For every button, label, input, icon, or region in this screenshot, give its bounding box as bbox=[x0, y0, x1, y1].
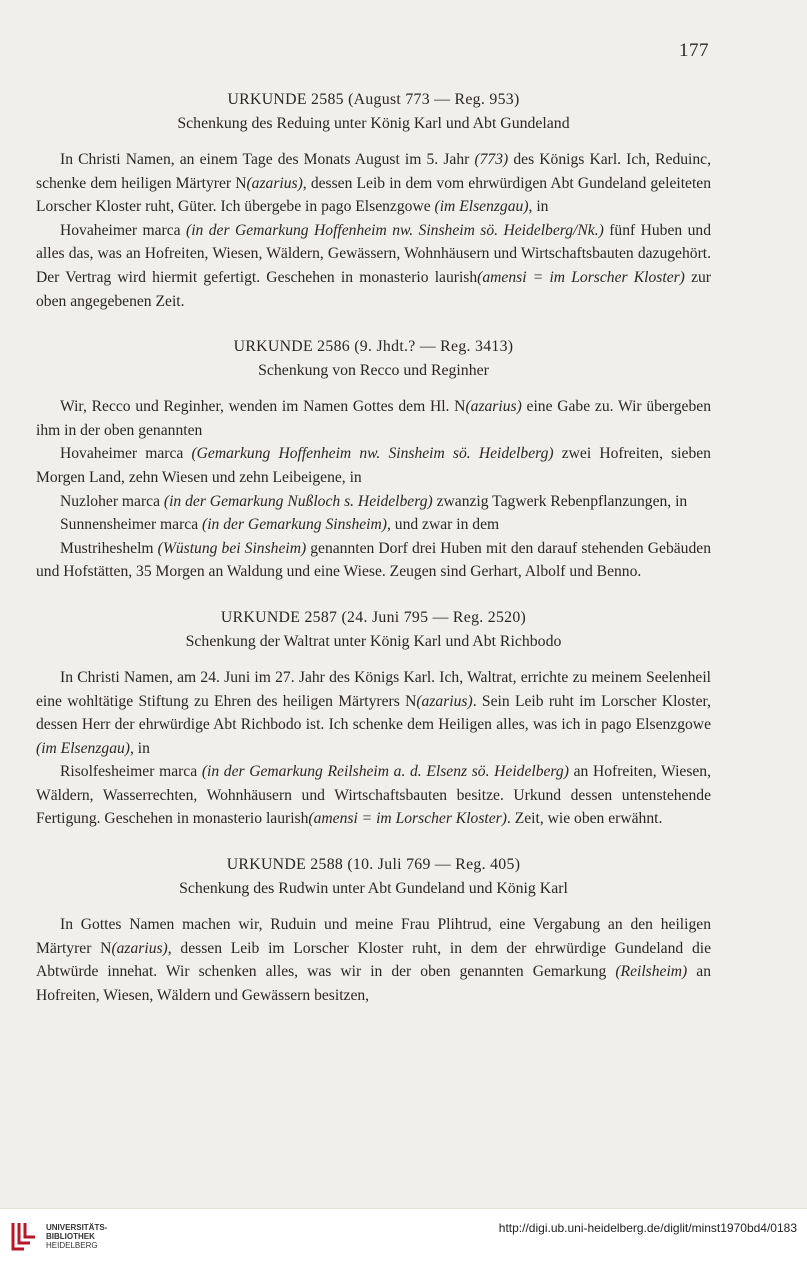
section-title: Schenkung der Waltrat unter König Karl und Abt Richbodo bbox=[185, 632, 562, 650]
paragraph: Risolfesheimer marca (in der Gemarkung Reilsheim a. d. Elsenz sö. Heidelberg) an Hofreiten, Wiesen, Wäldern, Wasserrechten, Wohnhäusern und Wirtschaftsbauten besitze. Urkund dessen untenstehende Fertigung. Geschehen in monasterio laurish(amensi = im Lorscher Kloster). Zeit, wie oben erwähnt. bbox=[36, 763, 712, 828]
paragraph: Wir, Recco und Reginher, wenden im Namen Gottes dem Hl. N(azarius) eine Gabe zu. Wir übergeben ihm in der oben genannten bbox=[36, 398, 711, 439]
section-title: Schenkung des Reduing unter König Karl und Abt Gundeland bbox=[177, 115, 570, 132]
paragraph: Nuzloher marca (in der Gemarkung Nußloch s. Heidelberg) zwanzig Tagwerk Rebenpflanzungen, in bbox=[60, 492, 688, 510]
urkunde-2587 bbox=[36, 606, 711, 831]
page-number: 177 bbox=[679, 40, 709, 61]
section-title: Schenkung von Recco und Reginher bbox=[258, 362, 489, 380]
urkunde-2585 bbox=[36, 88, 711, 313]
paragraph: In Christi Namen, am 24. Juni im 27. Jahr des Königs Karl. Ich, Waltrat, errichte zu meinem Seelenheil eine wohltätige Stiftung zu Ehren des heiligen Märtyrers N(azarius). Sein Leib ruht im Lorscher Kloster, dessen Herr der ehrwürdige Abt Richbodo ist. Ich schenke dem Heiligen alles, was ich in pago Elsenzgowe (im Elsenzgau), in bbox=[36, 668, 712, 757]
urkunde-2586 bbox=[36, 335, 711, 584]
section-heading: URKUNDE 2585 (August 773 — Reg. 953) bbox=[227, 91, 520, 108]
source-url-link[interactable]: http://digi.ub.uni-heidelberg.de/diglit/minst1970bd4/0183 bbox=[498, 1221, 797, 1235]
library-logo[interactable] bbox=[10, 1219, 107, 1253]
paragraph: In Gottes Namen machen wir, Ruduin und meine Frau Plihtrud, eine Vergabung an den heiligen Märtyrer N(azarius), dessen Leib im Lorscher Kloster ruht, in dem der ehrwürdige Gundeland die Abtwürde innehat. Wir schenken alles, was wir in der oben genannten Gemarkung (Reilsheim) an Hofreiten, Wiesen, Wäldern und Gewässern besitzen, bbox=[36, 916, 712, 1004]
section-heading: URKUNDE 2587 (24. Juni 795 — Reg. 2520) bbox=[220, 608, 527, 626]
paragraph: Hovaheimer marca (Gemarkung Hoffenheim nw. Sinsheim sö. Heidelberg) zwei Hofreiten, sieben Morgen Land, zehn Wiesen und zehn Leibeigene, in bbox=[36, 445, 711, 486]
urkunde-2588 bbox=[36, 853, 711, 1007]
paragraph: Sunnensheimer marca (in der Gemarkung Sinsheim), und zwar in dem bbox=[60, 516, 500, 534]
viewer-footer bbox=[0, 1208, 807, 1266]
paragraph: Hovaheimer marca (in der Gemarkung Hoffenheim nw. Sinsheim sö. Heidelberg/Nk.) fünf Huben und alles das, was an Hofreiten, Wiesen, Wäldern, Gewässern, Wohnhäusern und Wirtschaftsbauten dazugehört. Der Vertrag wird hiermit gefertigt. Geschehen in monasterio laurish(amensi = im Lorscher Kloster) zur oben angegebenen Zeit. bbox=[36, 221, 712, 310]
paragraph: Mustriheshelm (Wüstung bei Sinsheim) genannten Dorf drei Huben mit den darauf stehenden Gebäuden und Hofstätten, 35 Morgen an Waldung und eine Wiese. Zeugen sind Gerhart, Albolf und Benno. bbox=[36, 539, 711, 581]
section-heading: URKUNDE 2588 (10. Juli 769 — Reg. 405) bbox=[226, 856, 521, 874]
paragraph: In Christi Namen, an einem Tage des Monats August im 5. Jahr (773) des Königs Karl. Ich, Reduinc, schenke dem heiligen Märtyrer N(azarius), dessen Leib in dem vom ehrwürdigen Abt Gundeland geleiteten Lorscher Kloster ruht, Güter. Ich übergebe in pago Elsenzgowe (im Elsenzgau), in bbox=[36, 151, 711, 216]
section-title: Schenkung des Rudwin unter Abt Gundeland und König Karl bbox=[179, 880, 568, 898]
library-logo-icon bbox=[10, 1219, 38, 1253]
section-heading: URKUNDE 2586 (9. Jhdt.? — Reg. 3413) bbox=[233, 338, 514, 356]
document-body bbox=[36, 88, 711, 1029]
library-logo-text: UNIVERSITÄTS- BIBLIOTHEK HEIDELBERG bbox=[46, 1222, 108, 1250]
